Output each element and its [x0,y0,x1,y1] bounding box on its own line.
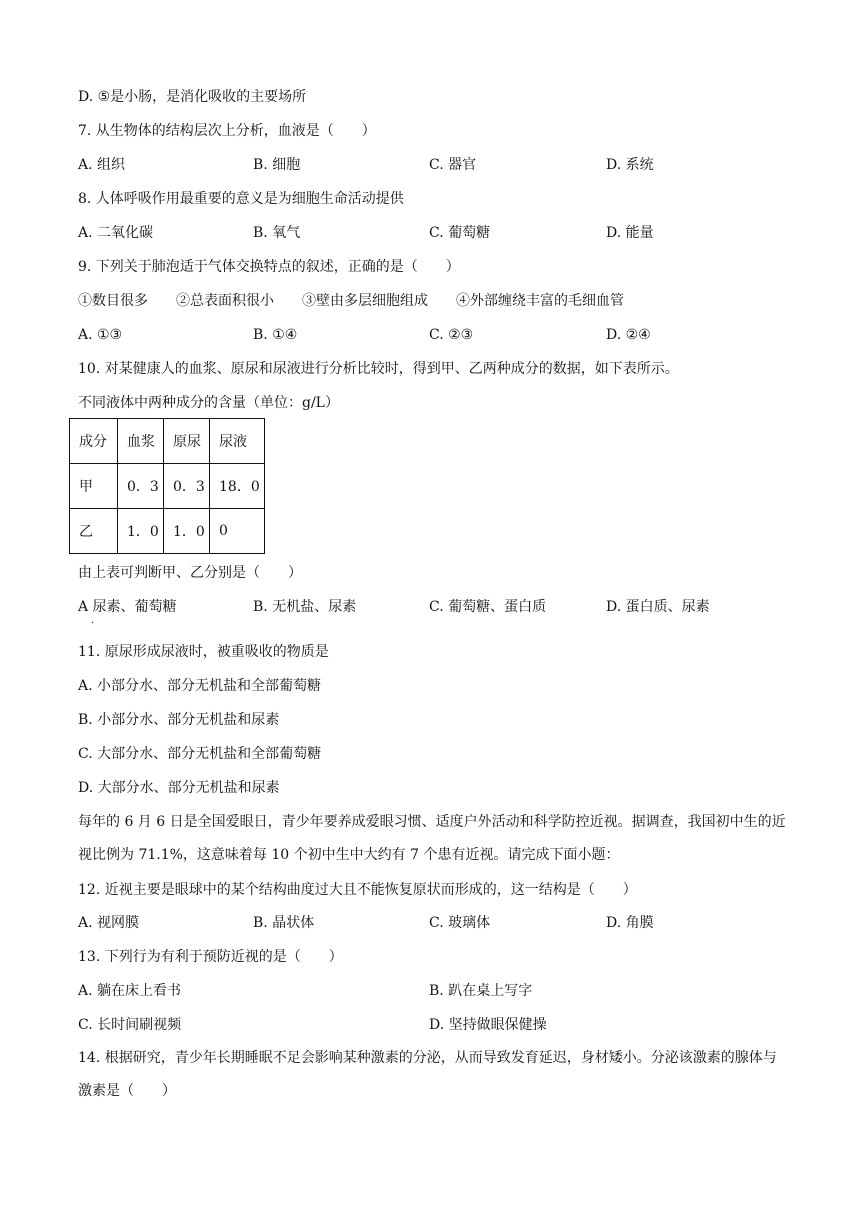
table-cell: 0．3 [164,464,210,509]
q7-stem: 7. 从生物体的结构层次上分析，血液是（ ） [78,123,376,139]
q11-option-c: C. 大部分水、部分无机盐和全部葡萄糖 [78,746,322,762]
q9-option-a: A. ①③ [78,327,123,343]
q13-option-b: B. 趴在桌上写字 [429,983,533,999]
table-cell: 0．3 [118,464,164,509]
q10-option-c: C. 葡萄糖、蛋白质 [429,599,547,615]
q8-option-c: C. 葡萄糖 [429,225,491,241]
table-header-cell: 成分 [70,419,118,464]
table-header-cell: 尿液 [210,419,265,464]
table-row [70,509,265,554]
q11-stem: 11. 原尿形成尿液时，被重吸收的物质是 [78,644,329,660]
q10-question: 由上表可判断甲、乙分别是（ ） [78,565,302,581]
q10-option-a-dot: . [91,615,95,626]
q10-option-b: B. 无机盐、尿素 [253,599,357,615]
table-cell: 18．0 [210,464,265,509]
q10-option-d: D. 蛋白质、尿素 [606,599,710,615]
q9-option-b: B. ①④ [253,327,298,343]
table-cell: 0 [210,509,265,554]
table-cell: 1．0 [118,509,164,554]
q9-option-c: C. ②③ [429,327,474,343]
table-cell: 乙 [70,509,118,554]
table-cell: 1．0 [164,509,210,554]
q12-option-c: C. 玻璃体 [429,915,491,931]
table-header-row [70,419,265,464]
table-cell: 甲 [70,464,118,509]
q11-option-a: A. 小部分水、部分无机盐和全部葡萄糖 [78,678,322,694]
q6-option-d: D. ⑤是小肠，是消化吸收的主要场所 [78,89,307,105]
q9-option-d: D. ②④ [606,327,651,343]
q8-option-b: B. 氧气 [253,225,301,241]
q14-stem: 14. 根据研究，青少年长期睡眠不足会影响某种激素的分泌，从而导致发育延迟，身材矮小。分泌该激素的腺体与激素是（ ） [78,1050,777,1099]
q12-option-a: A. 视网膜 [78,915,140,931]
q7-option-d: D. 系统 [606,157,654,173]
q12-stem: 12. 近视主要是眼球中的某个结构曲度过大且不能恢复原状而形成的，这一结构是（ ） [78,882,637,898]
eye-day-passage: 每年的 6 月 6 日是全国爱眼日，青少年要养成爱眼习惯、适度户外活动和科学防控近视。据调查，我国初中生的近视比例为 71.1%，这意味着每 10 个初中生中大约有 7 个患有近视。请完成下面小题： [78,814,786,863]
q7-option-c: C. 器官 [429,157,477,173]
q13-option-a: A. 躺在床上看书 [78,983,182,999]
q13-option-c: C. 长时间刷视频 [78,1017,182,1033]
q13-stem: 13. 下列行为有利于预防近视的是（ ） [78,949,343,965]
table-caption: 不同液体中两种成分的含量（单位：g/L） [78,395,339,411]
table-header-cell: 血浆 [118,419,164,464]
table-header-cell: 原尿 [164,419,210,464]
q12-option-b: B. 晶状体 [253,915,315,931]
q9-stem: 9. 下列关于肺泡适于气体交换特点的叙述，正确的是（ ） [78,259,460,275]
q7-option-b: B. 细胞 [253,157,301,173]
q11-option-b: B. 小部分水、部分无机盐和尿素 [78,712,280,728]
q8-option-a: A. 二氧化碳 [78,225,154,241]
q13-option-d: D. 坚持做眼保健操 [429,1017,547,1033]
q12-option-d: D. 角膜 [606,915,654,931]
table-row [70,464,265,509]
q7-option-a: A. 组织 [78,157,126,173]
q8-stem: 8. 人体呼吸作用最重要的意义是为细胞生命活动提供 [78,191,404,207]
q10-option-a: A 尿素、葡萄糖 [78,599,177,615]
composition-table [69,418,265,554]
q9-statements: ①数目很多 ②总表面积很小 ③壁由多层细胞组成 ④外部缠绕丰富的毛细血管 [78,293,624,309]
q10-stem: 10. 对某健康人的血浆、原尿和尿液进行分析比较时，得到甲、乙两种成分的数据，如下表所示。 [78,361,679,377]
q8-option-d: D. 能量 [606,225,654,241]
q11-option-d: D. 大部分水、部分无机盐和尿素 [78,780,280,796]
